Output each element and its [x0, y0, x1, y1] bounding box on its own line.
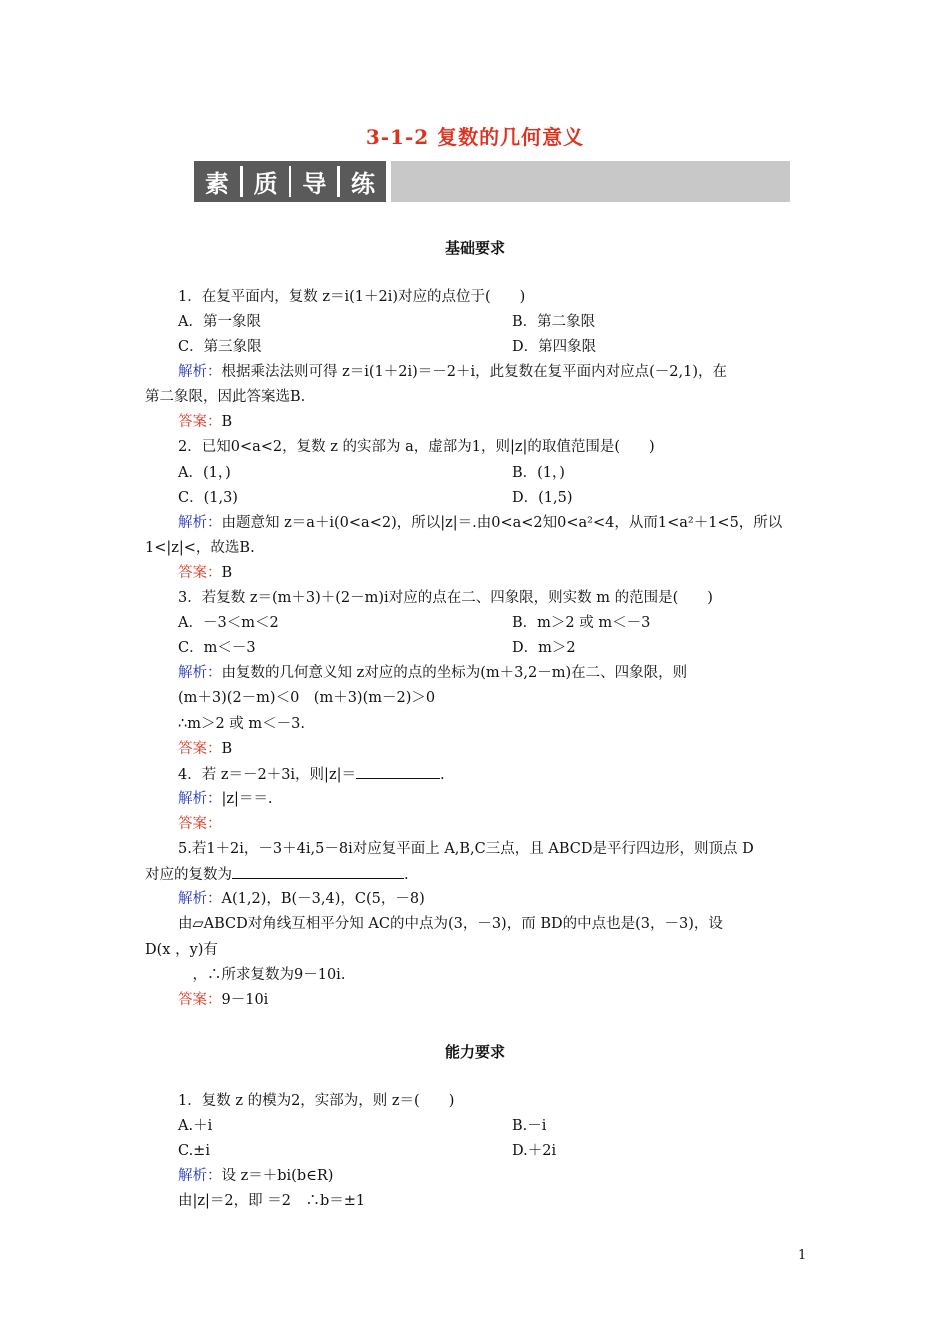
- q3-solution-text: 由复数的几何意义知 z对应的点的坐标为(m＋3,2－m)在二、四象限，则: [221, 665, 688, 681]
- q1-stem: 1．在复平面内，复数 z＝i(1＋2i)对应的点位于( ): [178, 289, 526, 305]
- p1-solution-text: 设 z＝＋bi(b∈R): [221, 1168, 334, 1184]
- q2-solution-line: [178, 513, 782, 533]
- q5-solution-text: A(1,2)，B(－3,4)，C(5，－8): [221, 891, 425, 907]
- q4-stem-end: .: [439, 767, 445, 783]
- q5-solution-line: [178, 889, 425, 909]
- q4-solution-line: [178, 789, 273, 809]
- section-banner: [194, 161, 790, 202]
- q2-stem: 2．已知0<a<2，复数 z 的实部为 a，虚部为1，则|z|的取值范围是( ): [178, 439, 655, 455]
- q3-option-a: A．－3＜m＜2: [178, 615, 279, 631]
- answer-label: 答案：: [178, 565, 222, 581]
- q5-stem-2: [145, 864, 409, 885]
- q5-solution-text-4: ，∴所求复数为9－10i.: [178, 967, 346, 983]
- q1-solution-text-2: 第二象限，因此答案选B.: [145, 389, 306, 405]
- q4-solution-text: |z|＝＝.: [221, 791, 273, 807]
- analysis-label: 解析：: [178, 1168, 222, 1184]
- analysis-label: 解析：: [178, 364, 222, 380]
- q3-solution-line: [178, 663, 687, 683]
- q1-solution-text: 根据乘法法则可得 z＝i(1＋2i)＝－2＋i，此复数在复平面内对应点(－2,1)，在: [221, 364, 728, 380]
- answer-label: 答案：: [178, 816, 222, 832]
- q5-solution-text-2: 由▱ABCD对角线互相平分知 AC的中点为(3，－3)，而 BD的中点也是(3，－3)，设: [178, 916, 723, 932]
- document-title: 3-1-2 复数的几何意义: [365, 125, 585, 149]
- q2-answer-line: [178, 563, 232, 583]
- q1-answer: B: [221, 414, 233, 430]
- q4-answer-line: [178, 814, 222, 834]
- banner-char: 练: [351, 170, 376, 198]
- p1-option-d: D.＋2i: [512, 1143, 557, 1159]
- q2-solution-text: 由题意知 z＝a＋i(0<a<2)，所以|z|＝.由0<a<2知0<a²<4，从而1<a²＋1<5，所以: [221, 515, 783, 531]
- banner-char: 素: [204, 170, 229, 198]
- q5-stem: 5.若1＋2i，－3＋4i,5－8i对应复平面上 A,B,C三点，且 ABCD是平行四边形，则顶点 D: [178, 841, 754, 857]
- q3-option-b: B．m＞2 或 m＜－3: [512, 615, 651, 631]
- q5-answer: 9－10i: [221, 992, 269, 1008]
- banner-char: 导: [302, 170, 327, 198]
- q3-solution-text-2: (m＋3)(2－m)＜0 (m＋3)(m－2)＞0: [178, 690, 436, 706]
- q2-option-a: A．(1，): [178, 465, 231, 481]
- q2-solution-text-2: 1<|z|<，故选B.: [145, 540, 255, 556]
- q3-option-c: C．m＜－3: [178, 640, 256, 656]
- analysis-label: 解析：: [178, 515, 222, 531]
- answer-label: 答案：: [178, 992, 222, 1008]
- q2-answer: B: [221, 565, 233, 581]
- q5-solution-text-3: D(x ，y)有: [145, 942, 218, 958]
- q3-answer-line: [178, 739, 232, 759]
- q2-option-d: D．(1,5): [512, 490, 573, 506]
- answer-label: 答案：: [178, 741, 222, 757]
- q4-stem-text: 4．若 z＝－2＋3i，则|z|＝: [178, 767, 356, 783]
- p1-solution-line: [178, 1166, 333, 1186]
- answer-label: 答案：: [178, 414, 222, 430]
- analysis-label: 解析：: [178, 665, 222, 681]
- q3-stem: 3．若复数 z＝(m＋3)＋(2－m)i对应的点在二、四象限，则实数 m 的范围是( ): [178, 590, 713, 606]
- q2-option-b: B．(1，): [512, 465, 565, 481]
- q3-option-d: D．m＞2: [512, 640, 576, 656]
- q2-option-c: C．(1,3): [178, 490, 238, 506]
- q1-option-d: D．第四象限: [512, 339, 597, 355]
- p1-solution-text-2: 由|z|＝2，即 ＝2 ∴b＝±1: [178, 1193, 366, 1209]
- q1-option-c: C．第三象限: [178, 339, 262, 355]
- q1-answer-line: [178, 412, 232, 432]
- analysis-label: 解析：: [178, 891, 222, 907]
- section-heading-basic: 基础要求: [444, 239, 505, 257]
- q3-answer: B: [221, 741, 233, 757]
- banner-char: 质: [253, 170, 278, 198]
- banner-light-bar: [391, 161, 790, 202]
- p1-option-a: A.＋i: [178, 1118, 213, 1134]
- q4-stem: [178, 764, 445, 785]
- p1-option-c: C.±i: [178, 1143, 210, 1159]
- banner-dark-block: [194, 161, 386, 202]
- q3-solution-text-3: ∴m＞2 或 m＜－3.: [178, 716, 306, 732]
- q1-option-a: A．第一象限: [178, 314, 261, 330]
- analysis-label: 解析：: [178, 791, 222, 807]
- page-number: 1: [798, 1248, 807, 1263]
- p1-option-b: B.－i: [512, 1118, 547, 1134]
- q4-answer-blank: [356, 764, 440, 779]
- q1-solution-line: [178, 362, 727, 382]
- section-heading-ability: 能力要求: [444, 1043, 505, 1061]
- q5-stem-text: 对应的复数为: [145, 867, 232, 883]
- q5-answer-blank: [232, 864, 404, 879]
- q5-answer-line: [178, 990, 268, 1010]
- q5-stem-end: .: [404, 867, 409, 883]
- q1-option-b: B．第二象限: [512, 314, 596, 330]
- p1-stem: 1．复数 z 的模为2，实部为，则 z＝( ): [178, 1093, 455, 1109]
